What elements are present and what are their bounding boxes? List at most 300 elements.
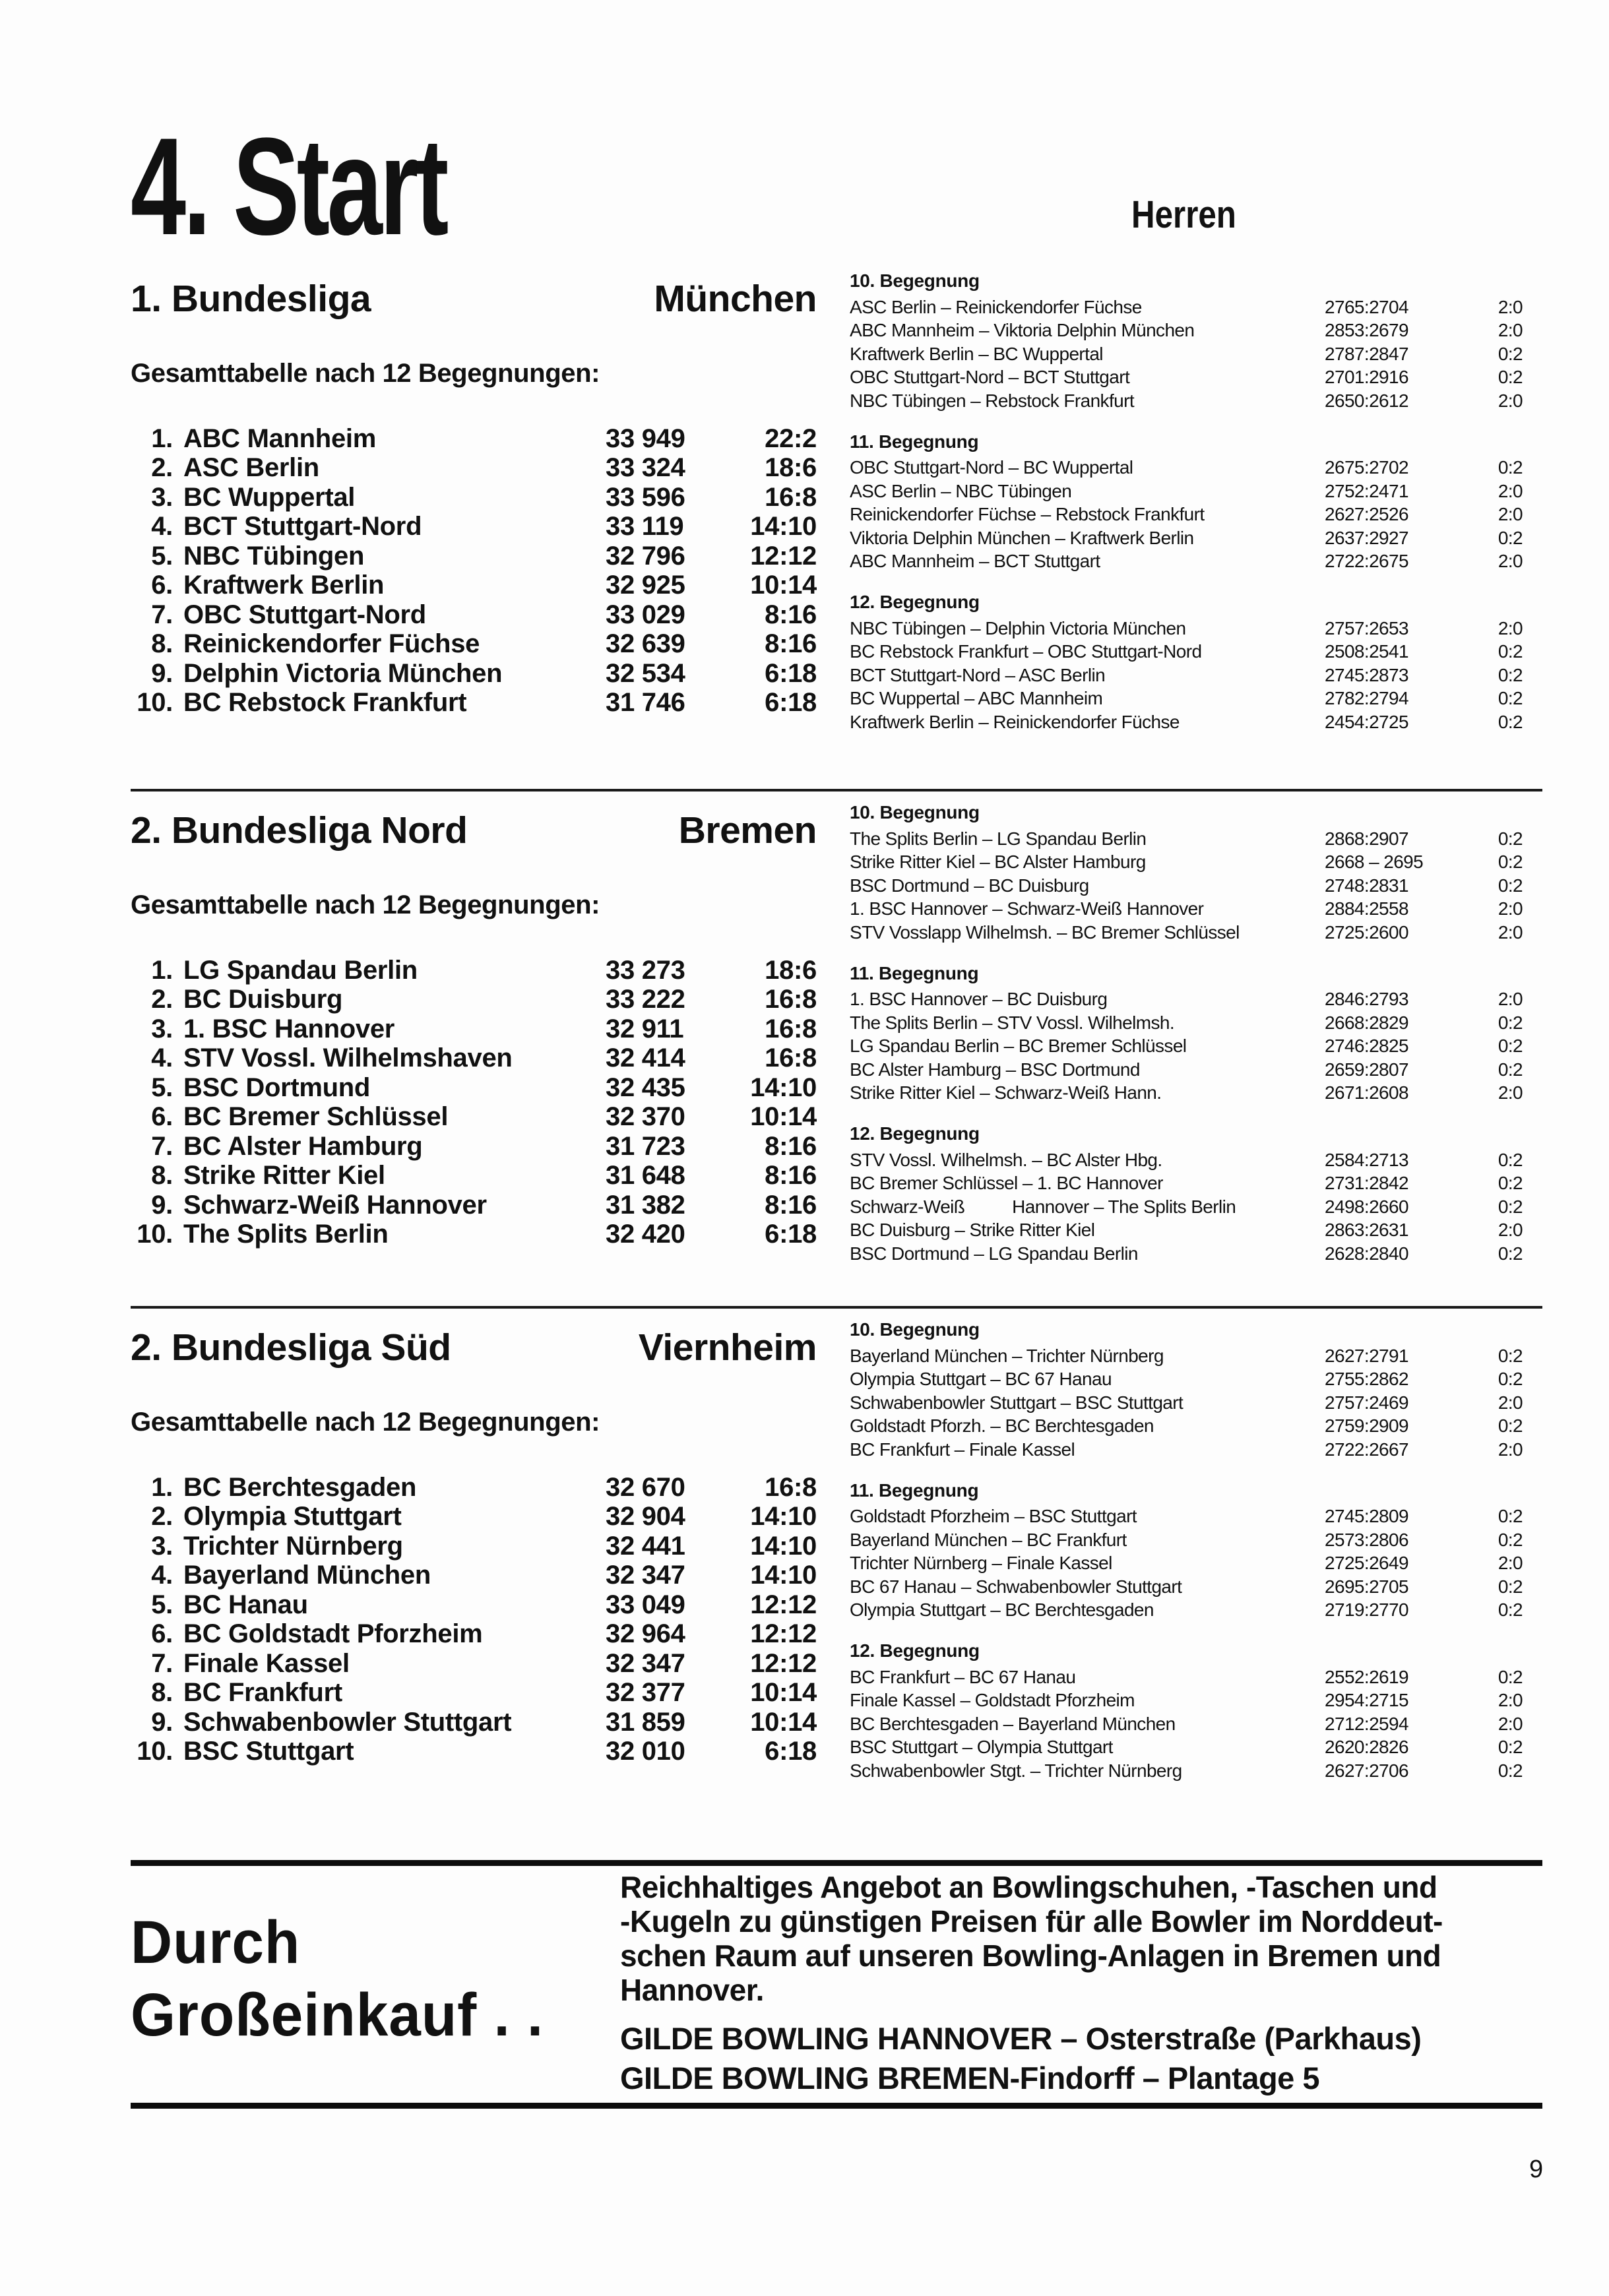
team-name: BSC Dortmund <box>183 1072 371 1102</box>
match-result: 0:2 <box>1498 664 1523 685</box>
points: 10:14 <box>750 571 817 600</box>
ad-text-line: Hannover. <box>620 1973 764 2007</box>
points: 18:6 <box>765 453 817 483</box>
match-row <box>850 921 1542 945</box>
rank: 2. <box>151 453 173 483</box>
match-result: 0:2 <box>1498 1737 1523 1758</box>
points: 12:12 <box>750 541 817 571</box>
points: 6:18 <box>765 1737 817 1766</box>
total-pins: 32 441 <box>606 1531 685 1561</box>
match-pairing: Goldstadt Pforzh. – BC Berchtesgaden <box>850 1415 1154 1437</box>
match-score: 2712:2594 <box>1325 1713 1408 1734</box>
table-row <box>131 1620 817 1650</box>
table-row <box>131 689 817 718</box>
points: 10:14 <box>750 1707 817 1737</box>
team-name: NBC Tübingen <box>183 541 365 571</box>
match-row <box>850 640 1542 664</box>
table-row <box>131 1191 817 1220</box>
round-title: 11. Begegnung <box>850 1479 979 1501</box>
match-score: 2863:2631 <box>1325 1220 1408 1241</box>
ad-slogan-line: Durch <box>131 1909 301 1976</box>
rank: 9. <box>151 1190 173 1220</box>
match-score: 2628:2840 <box>1325 1243 1408 1264</box>
match-row <box>850 1058 1542 1082</box>
points: 8:16 <box>765 1190 817 1220</box>
total-pins: 33 949 <box>606 423 685 453</box>
match-pairing: ASC Berlin – NBC Tübingen <box>850 480 1072 501</box>
match-row <box>850 988 1542 1012</box>
league-city: München <box>654 278 817 320</box>
match-row <box>850 526 1542 550</box>
table-row <box>131 1561 817 1591</box>
match-result: 0:2 <box>1498 343 1523 364</box>
ad-slogan <box>131 1906 544 2052</box>
match-score: 2745:2873 <box>1325 664 1408 685</box>
total-pins: 32 370 <box>606 1102 685 1132</box>
total-pins: 32 911 <box>606 1014 684 1043</box>
rank: 8. <box>151 629 173 659</box>
points: 22:2 <box>765 423 817 453</box>
match-row <box>850 1082 1542 1105</box>
round-block <box>850 802 1542 945</box>
match-row <box>850 1759 1542 1783</box>
total-pins: 33 273 <box>606 955 685 985</box>
table-row <box>131 985 817 1015</box>
match-row <box>850 898 1542 921</box>
points: 6:18 <box>765 688 817 718</box>
section-divider <box>131 1306 1542 1309</box>
points: 8:16 <box>765 600 817 629</box>
rank: 1. <box>151 423 173 453</box>
match-result: 0:2 <box>1498 1369 1523 1390</box>
table-row <box>131 1473 817 1503</box>
round-block <box>850 963 1542 1105</box>
match-row <box>850 1035 1542 1059</box>
total-pins: 32 796 <box>606 541 685 571</box>
ad-bottom-rule <box>131 2103 1542 2109</box>
match-result: 0:2 <box>1498 875 1523 896</box>
match-pairing: The Splits Berlin – LG Spandau Berlin <box>850 828 1147 849</box>
table-row <box>131 1679 817 1708</box>
match-pairing: ABC Mannheim – Viktoria Delphin München <box>850 320 1195 341</box>
match-row <box>850 1344 1542 1368</box>
match-result: 2:0 <box>1498 921 1523 943</box>
match-result: 0:2 <box>1498 828 1523 849</box>
match-row <box>850 1575 1542 1599</box>
total-pins: 32 435 <box>606 1072 685 1102</box>
table-caption: Gesamttabelle nach 12 Begegnungen: <box>131 359 600 388</box>
table-row <box>131 1532 817 1561</box>
match-result: 0:2 <box>1498 1666 1523 1687</box>
round-block <box>850 270 1542 413</box>
rank: 8. <box>151 1161 173 1191</box>
team-name: OBC Stuttgart-Nord <box>183 600 426 629</box>
rank: 2. <box>151 985 173 1014</box>
league-name: 2. Bundesliga Süd <box>131 1326 451 1369</box>
points: 14:10 <box>750 1531 817 1561</box>
round-title: 10. Begegnung <box>850 1319 980 1340</box>
match-row <box>850 1552 1542 1576</box>
team-name: Strike Ritter Kiel <box>183 1161 385 1191</box>
round-block <box>850 1123 1542 1266</box>
league-header <box>131 277 817 321</box>
league-standings <box>131 809 817 1249</box>
ad-address-bremen: GILDE BOWLING BREMEN-Findorff – Plantage 5 <box>620 2061 1320 2095</box>
team-name: BC Bremer Schlüssel <box>183 1102 449 1132</box>
rank: 7. <box>151 600 173 629</box>
match-result: 0:2 <box>1498 688 1523 709</box>
rank: 8. <box>151 1678 173 1708</box>
rank: 10. <box>137 1220 173 1249</box>
match-row <box>850 456 1542 480</box>
match-pairing: BC Alster Hamburg – BSC Dortmund <box>850 1059 1140 1080</box>
match-pairing: BC Berchtesgaden – Bayerland München <box>850 1713 1176 1734</box>
match-score: 2782:2794 <box>1325 688 1408 709</box>
match-row <box>850 550 1542 574</box>
match-score: 2787:2847 <box>1325 343 1408 364</box>
total-pins: 33 119 <box>606 512 684 542</box>
points: 12:12 <box>750 1648 817 1678</box>
team-name: Schwabenbowler Stuttgart <box>183 1707 512 1737</box>
match-results <box>850 802 1542 1284</box>
league-name: 1. Bundesliga <box>131 278 371 320</box>
points: 16:8 <box>765 985 817 1014</box>
total-pins: 32 670 <box>606 1472 685 1502</box>
match-result: 0:2 <box>1498 1243 1523 1264</box>
table-row <box>131 1737 817 1767</box>
match-pairing: Schwabenbowler Stuttgart – BSC Stuttgart <box>850 1392 1183 1413</box>
table-row <box>131 1708 817 1737</box>
match-score: 2765:2704 <box>1325 296 1408 317</box>
match-pairing: Olympia Stuttgart – BC 67 Hanau <box>850 1369 1112 1390</box>
match-result: 2:0 <box>1498 1713 1523 1734</box>
total-pins: 33 029 <box>606 600 685 629</box>
match-row <box>850 1242 1542 1266</box>
match-pairing: Reinickendorfer Füchse – Rebstock Frankfurt <box>850 504 1205 525</box>
match-result: 2:0 <box>1498 1690 1523 1711</box>
team-name: BC Frankfurt <box>183 1678 342 1708</box>
total-pins: 31 648 <box>606 1161 685 1191</box>
match-score: 2757:2469 <box>1325 1392 1408 1413</box>
rank: 3. <box>151 1531 173 1561</box>
rank: 9. <box>151 1707 173 1737</box>
match-score: 2627:2706 <box>1325 1760 1408 1781</box>
match-pairing: ASC Berlin – Reinickendorfer Füchse <box>850 296 1142 317</box>
match-score: 2725:2649 <box>1325 1553 1408 1574</box>
match-score: 2759:2909 <box>1325 1415 1408 1437</box>
table-caption: Gesamttabelle nach 12 Begegnungen: <box>131 1408 600 1437</box>
match-score: 2695:2705 <box>1325 1576 1408 1597</box>
table-caption: Gesamttabelle nach 12 Begegnungen: <box>131 890 600 919</box>
total-pins: 32 347 <box>606 1561 685 1590</box>
match-row <box>850 1736 1542 1760</box>
page-title: 4. Start <box>131 109 447 264</box>
round-block <box>850 1480 1542 1623</box>
match-row <box>850 1599 1542 1623</box>
table-row <box>131 542 817 571</box>
match-pairing: 1. BSC Hannover – BC Duisburg <box>850 989 1108 1010</box>
league-name: 2. Bundesliga Nord <box>131 809 468 852</box>
match-score: 2668:2829 <box>1325 1012 1408 1033</box>
match-row <box>850 1011 1542 1035</box>
rank: 5. <box>151 1590 173 1619</box>
table-row <box>131 1220 817 1250</box>
advertisement <box>131 1870 1542 2097</box>
league-header <box>131 809 817 852</box>
match-row <box>850 851 1542 875</box>
match-pairing: Schwarz-Weiß Hannover – The Splits Berlin <box>850 1196 1236 1217</box>
match-score: 2584:2713 <box>1325 1149 1408 1170</box>
table-row <box>131 512 817 542</box>
match-row <box>850 389 1542 413</box>
match-pairing: BC Frankfurt – Finale Kassel <box>850 1439 1075 1460</box>
match-pairing: Strike Ritter Kiel – Schwarz-Weiß Hann. <box>850 1082 1162 1103</box>
match-pairing: Olympia Stuttgart – BC Berchtesgaden <box>850 1599 1154 1621</box>
page-number: 9 <box>1529 2156 1544 2183</box>
table-row <box>131 1014 817 1044</box>
table-row <box>131 630 817 660</box>
match-result: 0:2 <box>1498 1059 1523 1080</box>
match-result: 0:2 <box>1498 1576 1523 1597</box>
rank: 10. <box>137 1737 173 1766</box>
team-name: Olympia Stuttgart <box>183 1502 402 1532</box>
match-row <box>850 1391 1542 1415</box>
total-pins: 32 010 <box>606 1737 685 1766</box>
points: 8:16 <box>765 629 817 659</box>
round-title: 12. Begegnung <box>850 592 980 612</box>
total-pins: 31 859 <box>606 1707 685 1737</box>
rank: 10. <box>137 688 173 718</box>
match-result: 0:2 <box>1498 1173 1523 1194</box>
match-pairing: STV Vosslapp Wilhelmsh. – BC Bremer Schlüssel <box>850 921 1240 943</box>
match-result: 0:2 <box>1498 1036 1523 1057</box>
ad-top-rule <box>131 1860 1542 1866</box>
match-row <box>850 617 1542 640</box>
table-row <box>131 1103 817 1132</box>
match-result: 0:2 <box>1498 641 1523 662</box>
match-score: 2755:2862 <box>1325 1369 1408 1390</box>
match-score: 2846:2793 <box>1325 989 1408 1010</box>
match-result: 2:0 <box>1498 989 1523 1010</box>
match-pairing: Kraftwerk Berlin – BC Wuppertal <box>850 343 1103 364</box>
team-name: Reinickendorfer Füchse <box>183 629 480 659</box>
team-name: Finale Kassel <box>183 1648 350 1678</box>
standings-table <box>131 424 817 718</box>
league-standings <box>131 1326 817 1766</box>
league-city: Bremen <box>678 809 817 852</box>
round-title: 10. Begegnung <box>850 270 980 291</box>
team-name: BC Alster Hamburg <box>183 1131 423 1161</box>
match-result: 2:0 <box>1498 898 1523 919</box>
match-pairing: BC Bremer Schlüssel – 1. BC Hannover <box>850 1173 1163 1194</box>
rank: 9. <box>151 658 173 688</box>
points: 6:18 <box>765 1220 817 1249</box>
points: 12:12 <box>750 1590 817 1619</box>
match-result: 2:0 <box>1498 1220 1523 1241</box>
ad-text-line: schen Raum auf unseren Bowling-Anlagen in Bremen und <box>620 1939 1441 1973</box>
match-pairing: NBC Tübingen – Delphin Victoria München <box>850 617 1186 638</box>
match-score: 2722:2675 <box>1325 551 1408 572</box>
match-row <box>850 503 1542 527</box>
points: 12:12 <box>750 1619 817 1649</box>
match-pairing: BC Frankfurt – BC 67 Hanau <box>850 1666 1076 1687</box>
team-name: Trichter Nürnberg <box>183 1531 403 1561</box>
match-row <box>850 1148 1542 1172</box>
match-row <box>850 1368 1542 1392</box>
standings-table <box>131 956 817 1249</box>
match-score: 2745:2809 <box>1325 1506 1408 1527</box>
match-pairing: Schwabenbowler Stgt. – Trichter Nürnberg <box>850 1760 1182 1781</box>
team-name: 1. BSC Hannover <box>183 1014 395 1043</box>
rank: 4. <box>151 512 173 542</box>
table-row <box>131 483 817 512</box>
match-result: 2:0 <box>1498 551 1523 572</box>
match-pairing: BCT Stuttgart-Nord – ASC Berlin <box>850 664 1106 685</box>
match-pairing: Trichter Nürnberg – Finale Kassel <box>850 1553 1112 1574</box>
match-result: 2:0 <box>1498 617 1523 638</box>
match-score: 2884:2558 <box>1325 898 1408 919</box>
team-name: The Splits Berlin <box>183 1220 389 1249</box>
match-row <box>850 1172 1542 1196</box>
rank: 7. <box>151 1648 173 1678</box>
points: 18:6 <box>765 955 817 985</box>
table-row <box>131 659 817 689</box>
team-name: Bayerland München <box>183 1561 431 1590</box>
match-result: 2:0 <box>1498 1082 1523 1103</box>
match-result: 0:2 <box>1498 1599 1523 1621</box>
match-pairing: Finale Kassel – Goldstadt Pforzheim <box>850 1690 1135 1711</box>
rank: 3. <box>151 1014 173 1043</box>
total-pins: 31 382 <box>606 1190 685 1220</box>
match-row <box>850 710 1542 734</box>
match-score: 2508:2541 <box>1325 641 1408 662</box>
rank: 2. <box>151 1502 173 1532</box>
match-results <box>850 270 1542 753</box>
league-city: Viernheim <box>638 1326 817 1369</box>
points: 10:14 <box>750 1678 817 1708</box>
match-row <box>850 1689 1542 1713</box>
match-score: 2675:2702 <box>1325 457 1408 478</box>
match-result: 2:0 <box>1498 390 1523 411</box>
match-score: 2748:2831 <box>1325 875 1408 896</box>
match-result: 0:2 <box>1498 1196 1523 1217</box>
round-block <box>850 1319 1542 1462</box>
match-result: 0:2 <box>1498 1415 1523 1437</box>
match-score: 2722:2667 <box>1325 1439 1408 1460</box>
points: 14:10 <box>750 1072 817 1102</box>
team-name: LG Spandau Berlin <box>183 955 418 985</box>
round-block <box>850 431 1542 574</box>
total-pins: 32 925 <box>606 571 685 600</box>
match-pairing: BSC Dortmund – BC Duisburg <box>850 875 1089 896</box>
rank: 1. <box>151 955 173 985</box>
team-name: Schwarz-Weiß Hannover <box>183 1190 487 1220</box>
match-pairing: Goldstadt Pforzheim – BSC Stuttgart <box>850 1506 1137 1527</box>
match-score: 2454:2725 <box>1325 711 1408 732</box>
table-row <box>131 1162 817 1191</box>
match-result: 0:2 <box>1498 1760 1523 1781</box>
match-pairing: STV Vossl. Wilhelmsh. – BC Alster Hbg. <box>850 1149 1162 1170</box>
match-score: 2671:2608 <box>1325 1082 1408 1103</box>
ad-slogan-line: Großeinkauf . . <box>131 1981 544 2049</box>
match-pairing: NBC Tübingen – Rebstock Frankfurt <box>850 390 1135 411</box>
match-score: 2853:2679 <box>1325 320 1408 341</box>
match-score: 2757:2653 <box>1325 617 1408 638</box>
match-pairing: BSC Dortmund – LG Spandau Berlin <box>850 1243 1138 1264</box>
team-name: BC Berchtesgaden <box>183 1472 417 1502</box>
match-row <box>850 1415 1542 1439</box>
match-row <box>850 366 1542 390</box>
team-name: Delphin Victoria München <box>183 658 503 688</box>
rank: 5. <box>151 541 173 571</box>
points: 14:10 <box>750 512 817 542</box>
points: 14:10 <box>750 1561 817 1590</box>
match-score: 2954:2715 <box>1325 1690 1408 1711</box>
rank: 6. <box>151 1102 173 1132</box>
match-pairing: Viktoria Delphin München – Kraftwerk Berlin <box>850 527 1194 548</box>
table-row <box>131 600 817 630</box>
total-pins: 32 420 <box>606 1220 685 1249</box>
rank: 1. <box>151 1472 173 1502</box>
rank: 6. <box>151 571 173 600</box>
ad-text-line: Reichhaltiges Angebot an Bowlingschuhen, -Taschen und <box>620 1870 1437 1904</box>
rank: 4. <box>151 1043 173 1073</box>
total-pins: 33 222 <box>606 985 685 1014</box>
table-row <box>131 1503 817 1532</box>
match-pairing: BSC Stuttgart – Olympia Stuttgart <box>850 1737 1113 1758</box>
match-result: 0:2 <box>1498 852 1523 873</box>
points: 14:10 <box>750 1502 817 1532</box>
round-block <box>850 1640 1542 1783</box>
total-pins: 32 414 <box>606 1043 685 1073</box>
total-pins: 32 639 <box>606 629 685 659</box>
round-title: 12. Begegnung <box>850 1123 980 1144</box>
match-score: 2637:2927 <box>1325 527 1408 548</box>
team-name: BC Wuppertal <box>183 482 356 512</box>
match-pairing: Bayerland München – Trichter Nürnberg <box>850 1345 1164 1366</box>
match-pairing: OBC Stuttgart-Nord – BC Wuppertal <box>850 457 1133 478</box>
total-pins: 32 534 <box>606 658 685 688</box>
total-pins: 31 723 <box>606 1131 685 1161</box>
points: 16:8 <box>765 482 817 512</box>
match-result: 0:2 <box>1498 527 1523 548</box>
match-score: 2627:2526 <box>1325 504 1408 525</box>
match-result: 2:0 <box>1498 504 1523 525</box>
match-row <box>850 874 1542 898</box>
total-pins: 31 746 <box>606 688 685 718</box>
match-score: 2731:2842 <box>1325 1173 1408 1194</box>
team-name: ABC Mannheim <box>183 423 376 453</box>
team-name: STV Vossl. Wilhelmshaven <box>183 1043 513 1073</box>
table-row <box>131 571 817 601</box>
match-pairing: The Splits Berlin – STV Vossl. Wilhelmsh. <box>850 1012 1175 1033</box>
match-score: 2719:2770 <box>1325 1599 1408 1621</box>
team-name: BC Duisburg <box>183 985 343 1014</box>
total-pins: 33 596 <box>606 482 685 512</box>
match-pairing: BC 67 Hanau – Schwabenbowler Stuttgart <box>850 1576 1182 1597</box>
round-title: 11. Begegnung <box>850 962 979 983</box>
match-score: 2498:2660 <box>1325 1196 1408 1217</box>
match-row <box>850 1528 1542 1552</box>
team-name: BC Hanau <box>183 1590 308 1619</box>
league-header <box>131 1326 817 1369</box>
match-pairing: Bayerland München – BC Frankfurt <box>850 1529 1127 1550</box>
total-pins: 32 964 <box>606 1619 685 1649</box>
points: 8:16 <box>765 1161 817 1191</box>
match-row <box>850 342 1542 366</box>
match-score: 2725:2600 <box>1325 921 1408 943</box>
team-name: BC Goldstadt Pforzheim <box>183 1619 483 1649</box>
